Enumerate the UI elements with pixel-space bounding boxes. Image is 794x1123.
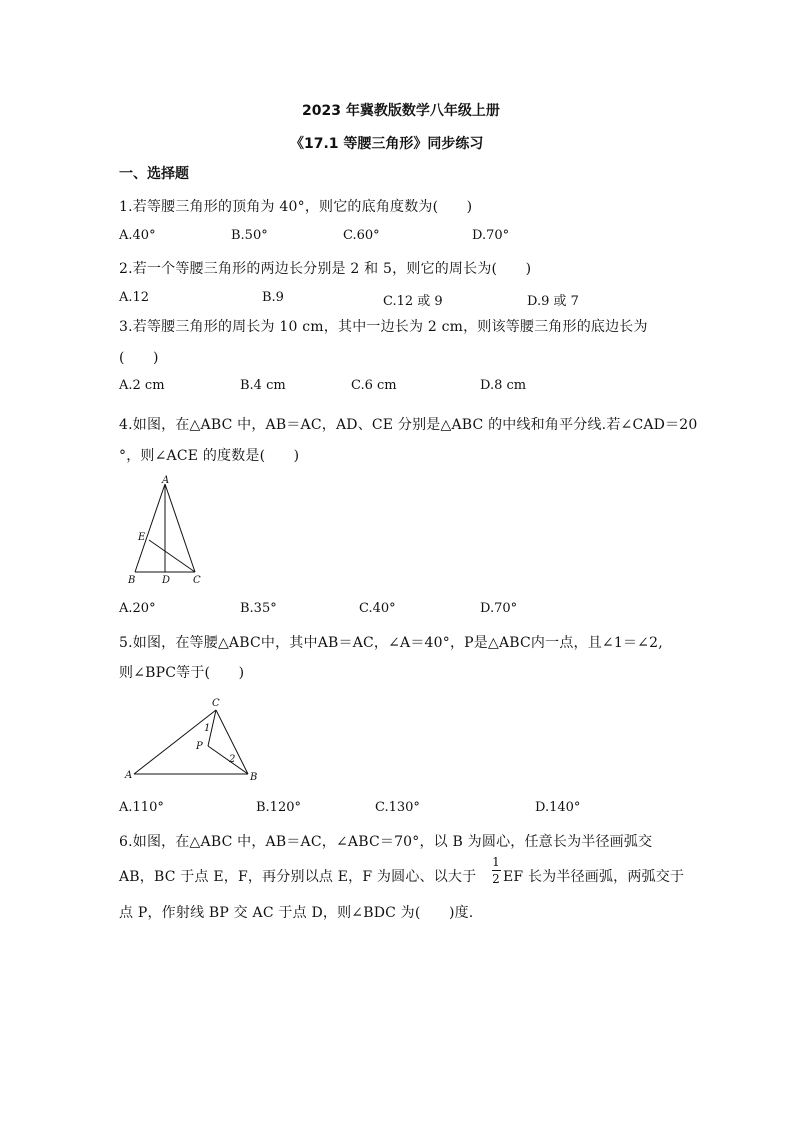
question-1-option-a: A.40° [119,228,156,243]
question-2-option-b: B.9 [262,290,284,305]
label-p: P [196,741,203,752]
question-3-option-d: D.8 cm [480,378,527,393]
label-b: B [250,772,258,783]
question-5-option-d: D.140° [535,800,581,815]
section-heading: 一、选择题 [119,166,189,182]
label-angle-2: 2 [229,754,236,765]
question-4-option-b: B.35° [240,601,277,616]
question-3-option-a: A.2 cm [119,378,165,393]
document-subtitle: 《17.1 等腰三角形》同步练习 [290,136,484,152]
label-d: D [162,575,171,586]
question-5-option-a: A.110° [119,800,164,815]
label-a: A [162,475,170,486]
label-c: C [212,698,220,709]
question-1-text: 1.若等腰三角形的顶角为 40°，则它的底角度数为( ) [119,199,473,215]
question-4-text-line2: °，则∠ACE 的度数是( ) [119,448,300,464]
question-1-option-d: D.70° [472,228,510,243]
question-5-option-b: B.120° [256,800,301,815]
question-2-text: 2.若一个等腰三角形的两边长分别是 2 和 5，则它的周长为( ) [119,261,532,277]
question-3-text-line2: ( ) [119,350,159,366]
label-angle-1: 1 [204,723,211,734]
question-4-option-d: D.70° [480,601,518,616]
question-2-option-d: D.9 或 7 [527,294,579,309]
question-3-option-c: C.6 cm [351,378,397,393]
question-3-text-line1: 3.若等腰三角形的周长为 10 cm，其中一边长为 2 cm，则该等腰三角形的底边长为 [119,319,648,335]
question-6-text-line2-start: AB，BC 于点 E，F，再分别以点 E，F 为圆心、以大于 [119,869,477,885]
question-2-option-a: A.12 [119,290,150,305]
fraction-denominator: 2 [492,872,500,886]
fraction-numerator: 1 [492,855,500,869]
label-a: A [125,770,133,781]
question-4-triangle-figure [120,474,220,592]
question-3-option-b: B.4 cm [240,378,286,393]
label-e: E [138,532,146,543]
question-1-option-c: C.60° [343,228,380,243]
question-4-option-a: A.20° [119,601,156,616]
question-1-option-b: B.50° [231,228,268,243]
question-5-text-line2: 则∠BPC等于( ) [119,665,245,681]
question-5-triangle-figure [120,694,270,786]
document-title: 2023 年冀教版数学八年级上册 [302,103,500,119]
question-6-text-line2-end: EF 长为半径画弧，两弧交于 [503,869,685,885]
fraction-bar [492,870,501,871]
label-b: B [128,575,136,586]
label-c: C [193,575,201,586]
question-5-text-line1: 5.如图，在等腰△ABC中，其中AB＝AC，∠A＝40°，P是△ABC内一点，且∠1＝∠2, [119,635,663,651]
question-6-text-line3: 点 P，作射线 BP 交 AC 于点 D，则∠BDC 为( )度. [119,905,474,921]
question-4-option-c: C.40° [359,601,396,616]
question-2-option-c: C.12 或 9 [383,294,443,309]
question-4-text-line1: 4.如图，在△ABC 中，AB＝AC，AD、CE 分别是△ABC 的中线和角平分线.若∠CAD＝20 [119,417,698,433]
question-5-option-c: C.130° [375,800,420,815]
question-6-text-line1: 6.如图，在△ABC 中，AB＝AC，∠ABC＝70°，以 B 为圆心，任意长为半径画弧交 [119,834,653,850]
